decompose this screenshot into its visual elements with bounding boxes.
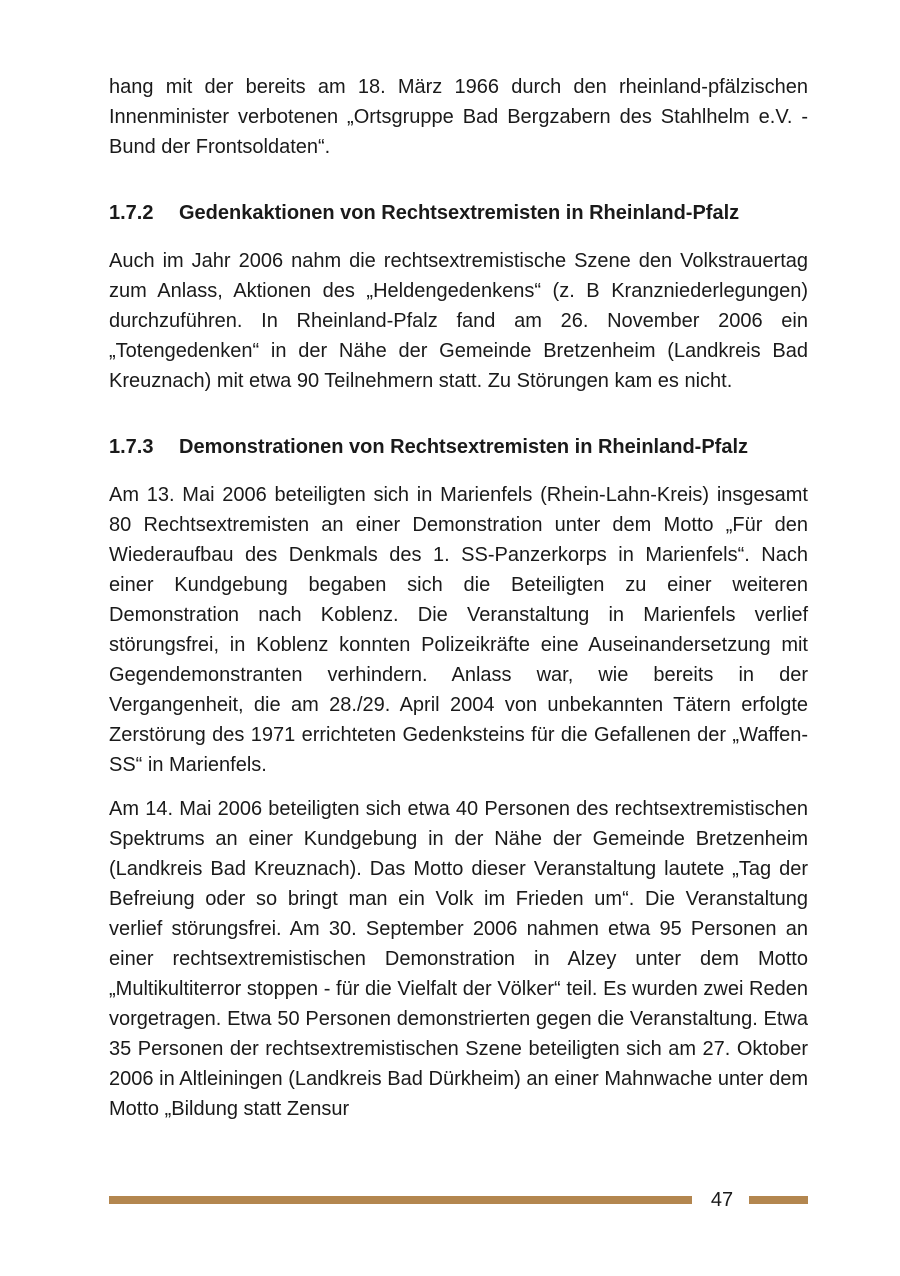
section-number: 1.7.2 <box>109 202 154 224</box>
section-title: Demonstrationen von Rechtsextremisten in Rheinland-Pfalz <box>179 436 748 458</box>
section-2-paragraph-1: Am 13. Mai 2006 beteiligten sich in Marienfels (Rhein-Lahn-Kreis) insgesamt 80 Rechtsextremisten an einer Demonstration unter dem Motto „Für den Wiederaufbau des Denkmals des 1. SS-Panzerkorps in Marienfels“. Nach einer Kundgebung begaben sich die Beteiligten zu einer weiteren Demonstration nach Koblenz. Die Veranstaltung in Marienfels verlief störungsfrei, in Koblenz konnten Polizeikräfte eine Auseinandersetzung mit Gegendemonstranten verhindern. Anlass war, wie bereits in der Vergangenheit, die am 28./29. April 2004 von unbekannten Tätern erfolgte Zerstörung des 1971 errichteten Gedenksteins für die Gefallenen der „Waffen-SS“ in Marienfels. <box>109 484 808 776</box>
section-heading-1-7-3 <box>109 432 808 462</box>
section-2-paragraph-2: Am 14. Mai 2006 beteiligten sich etwa 40 Personen des rechtsextremistischen Spektrums an einer Kundgebung in der Nähe der Gemeinde Bretzenheim (Landkreis Bad Kreuznach). Das Motto dieser Veranstaltung lautete „Tag der Befreiung oder so bringt man ein Volk im Frieden um“. Die Veranstaltung verlief störungsfrei. Am 30. September 2006 nahmen etwa 95 Personen an einer rechtsextremistischen Demonstration in Alzey unter dem Motto „Multikultiterror stoppen - für die Vielfalt der Völker“ teil. Es wurden zwei Reden vorgetragen. Etwa 50 Personen demonstrierten gegen die Veranstaltung. Etwa 35 Personen der rechtsextremistischen Szene beteiligten sich am 27. Oktober 2006 in Altleiningen (Landkreis Bad Dürkheim) an einer Mahnwache unter dem Motto „Bildung statt Zensur <box>109 798 808 1120</box>
footer-rule-left <box>109 1196 692 1204</box>
section-title: Gedenkaktionen von Rechtsextremisten in Rheinland-Pfalz <box>179 202 740 224</box>
footer-rule-right <box>749 1196 808 1204</box>
page-body <box>109 72 808 1124</box>
section-heading-1-7-2 <box>109 198 808 228</box>
section-number: 1.7.3 <box>109 436 154 458</box>
page-footer <box>109 1186 808 1216</box>
section-1-paragraph: Auch im Jahr 2006 nahm die rechtsextremistische Szene den Volkstrauertag zum Anlass, Aktionen des „Heldengedenkens“ (z. B Kranzniederlegungen) durchzuführen. In Rheinland-Pfalz fand am 26. November 2006 ein „Totengedenken“ in der Nähe der Gemeinde Bretzenheim (Landkreis Bad Kreuznach) mit etwa 90 Teilnehmern statt. Zu Störungen kam es nicht. <box>109 250 808 392</box>
page-number: 47 <box>710 1189 734 1211</box>
continued-paragraph: hang mit der bereits am 18. März 1966 durch den rheinland-pfälzischen Innenminister verbotenen „Ortsgruppe Bad Bergzabern des Stahlhelm e.V. - Bund der Frontsoldaten“. <box>109 76 808 158</box>
